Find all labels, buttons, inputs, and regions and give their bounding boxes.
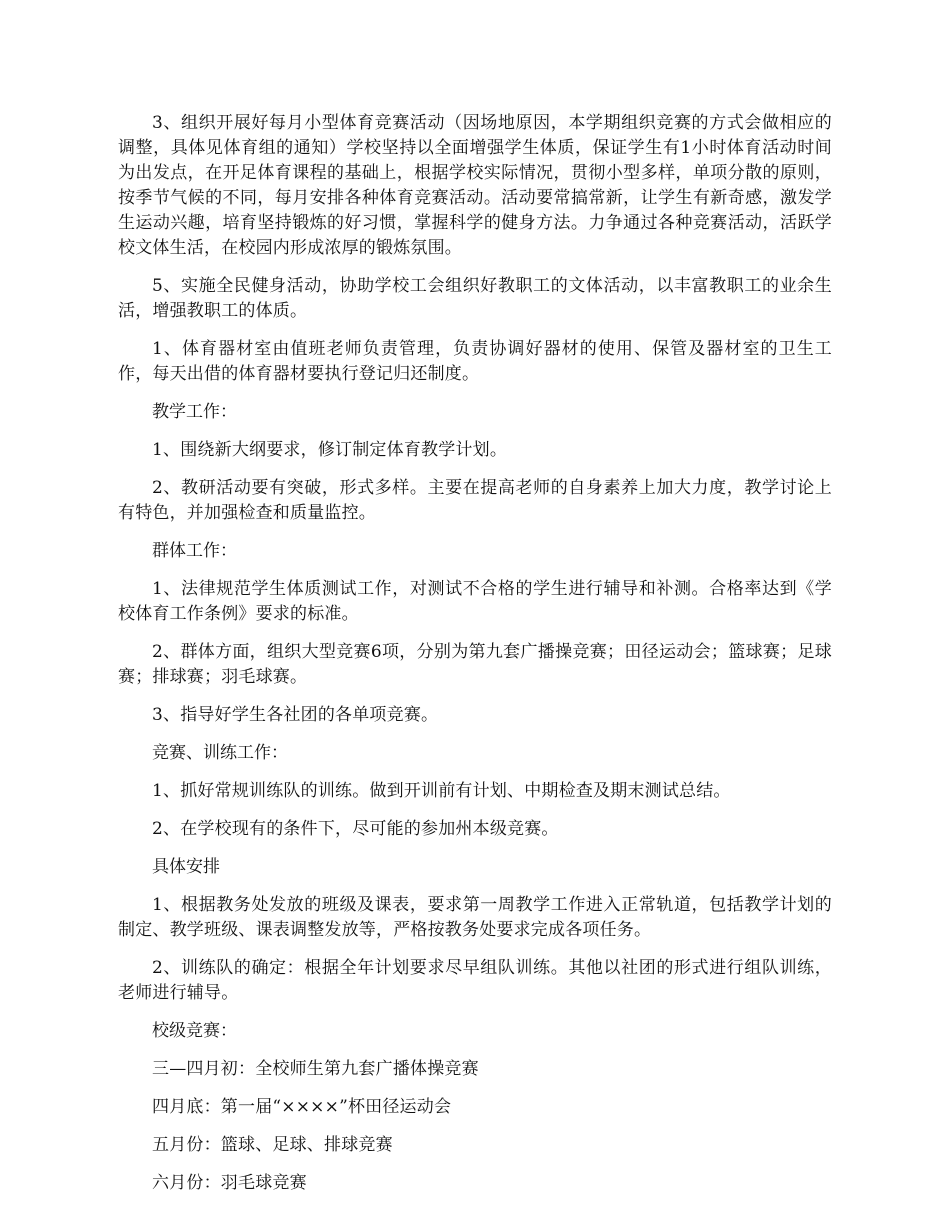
schedule-item-may: 五月份：篮球、足球、排球竞赛 — [152, 1135, 393, 1155]
paragraph-equipment-room: 1、体育器材室由值班老师负责管理，负责协调好器材的使用、保管及器材室的卫生工作，每天出借的体育器材要执行登记归还制度。 — [118, 339, 832, 384]
paragraph-monthly-competitions: 3、组织开展好每月小型体育竞赛活动（因场地原因，本学期组织竞赛的方式会做相应的调整，具体见体育组的通知）学校坚持以全面增强学生体质，保证学生有1小时体育活动时间为出发点，在开足体育课程的基础上，根据学校实际情况，贯彻小型多样，单项分散的原则，按季节气候的不同，每月安排各种体育竞赛活动。活动要常搞常新，让学生有新奇感，激发学生运动兴趣，培育坚持锻炼的好习惯，掌握科学的健身方法。力争通过各种竞赛活动，活跃学校文体生活，在校园内形成浓厚的锻炼氛围。 — [118, 113, 832, 258]
heading-group-work: 群体工作： — [152, 541, 237, 561]
heading-competition-training: 竞赛、训练工作： — [152, 743, 288, 763]
paragraph-teaching-plan: 1、围绕新大纲要求，修订制定体育教学计划。 — [152, 440, 508, 460]
heading-specific-arrangements: 具体安排 — [152, 857, 220, 877]
paragraph-fitness-activities: 5、实施全民健身活动，协助学校工会组织好教职工的文体活动，以丰富教职工的业余生活，增强教职工的体质。 — [118, 276, 832, 321]
paragraph-class-schedule: 1、根据教务处发放的班级及课表，要求第一周教学工作进入正常轨道，包括教学计划的制定、教学班级、课表调整发放等，严格按教务处要求完成各项任务。 — [118, 895, 832, 940]
paragraph-state-competitions: 2、在学校现有的条件下，尽可能的参加州本级竞赛。 — [152, 819, 559, 839]
paragraph-large-competitions: 2、群体方面，组织大型竞赛6项，分别为第九套广播操竞赛；田径运动会；篮球赛；足球赛；排球赛；羽毛球赛。 — [118, 642, 832, 687]
paragraph-club-competitions: 3、指导好学生各社团的各单项竞赛。 — [152, 705, 439, 725]
paragraph-fitness-test: 1、法律规范学生体质测试工作，对测试不合格的学生进行辅导和补测。合格率达到《学校体育工作条例》要求的标准。 — [118, 579, 832, 624]
heading-teaching-work: 教学工作： — [152, 402, 237, 422]
heading-school-competitions: 校级竞赛： — [152, 1021, 237, 1041]
schedule-item-april-end: 四月底：第一届“××××”杯田径运动会 — [152, 1097, 452, 1117]
paragraph-teaching-research: 2、教研活动要有突破，形式多样。主要在提高老师的自身素养上加大力度，教学讨论上有特色，并加强检查和质量监控。 — [118, 478, 832, 523]
schedule-item-june: 六月份：羽毛球竞赛 — [152, 1173, 307, 1193]
paragraph-training-team: 2、训练队的确定：根据全年计划要求尽早组队训练。其他以社团的形式进行组队训练，老师进行辅导。 — [118, 958, 832, 1003]
schedule-item-march-april: 三—四月初：全校师生第九套广播体操竞赛 — [152, 1059, 479, 1079]
paragraph-regular-training: 1、抓好常规训练队的训练。做到开训前有计划、中期检查及期末测试总结。 — [152, 781, 731, 801]
